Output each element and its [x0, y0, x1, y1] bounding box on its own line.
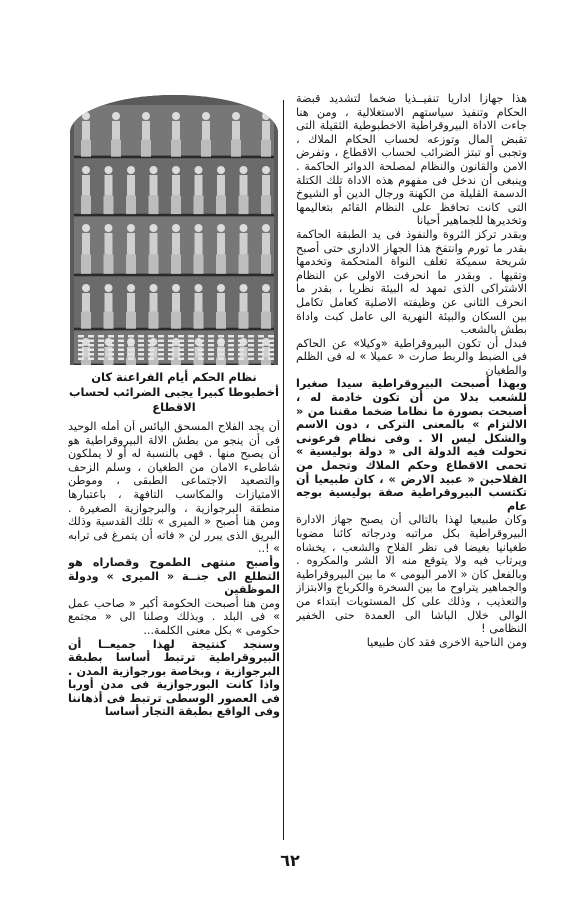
- hieroglyph: [258, 349, 264, 352]
- hieroglyph: [128, 349, 134, 352]
- hieroglyph: [88, 335, 94, 338]
- hieroglyph: [218, 353, 224, 356]
- figure-body: [127, 175, 135, 196]
- left-column-text: [68, 420, 280, 840]
- hieroglyph: [228, 344, 234, 347]
- figure-head: [262, 166, 270, 174]
- hieroglyph: [258, 353, 264, 356]
- figure-body: [105, 293, 113, 312]
- hieroglyph: [188, 335, 194, 338]
- hieroglyph: [148, 349, 154, 352]
- hieroglyph: [148, 358, 154, 361]
- page-number: ٦٢: [280, 851, 300, 870]
- column-divider: [283, 100, 284, 840]
- figure-robe: [149, 196, 159, 214]
- hieroglyph: [108, 349, 114, 352]
- figure-body: [232, 121, 240, 140]
- figure-head: [195, 166, 203, 174]
- figure-head: [105, 166, 113, 174]
- figure-head: [240, 166, 248, 174]
- hieroglyph: [98, 335, 104, 338]
- figure-head: [82, 224, 90, 232]
- hieroglyph: [158, 344, 164, 347]
- hieroglyph: [178, 353, 184, 356]
- hieroglyph: [88, 358, 94, 361]
- hieroglyph: [118, 335, 124, 338]
- figure-head: [240, 284, 248, 292]
- figure-robe: [126, 196, 136, 214]
- figure-head: [217, 224, 225, 232]
- hieroglyph: [248, 344, 254, 347]
- stele-illustration: [70, 95, 278, 365]
- figure-head: [127, 224, 135, 232]
- hieroglyph: [158, 358, 164, 361]
- hieroglyph: [138, 340, 144, 343]
- hieroglyph: [148, 353, 154, 356]
- figure-body: [150, 293, 158, 312]
- hieroglyph: [268, 358, 274, 361]
- figure-body: [262, 175, 270, 196]
- hieroglyph: [88, 353, 94, 356]
- figure-robe: [111, 140, 121, 157]
- figure-head: [232, 112, 240, 120]
- hieroglyph: [78, 353, 84, 356]
- hieroglyph: [108, 335, 114, 338]
- figure-robe: [261, 196, 271, 214]
- hieroglyph: [228, 353, 234, 356]
- hieroglyph: [128, 358, 134, 361]
- hieroglyph: [138, 349, 144, 352]
- hieroglyph: [268, 349, 274, 352]
- figure-body: [127, 293, 135, 312]
- stele-image: [70, 95, 278, 365]
- hieroglyph: [268, 353, 274, 356]
- hieroglyph: [268, 335, 274, 338]
- figure-body: [195, 175, 203, 196]
- figure-body: [82, 233, 90, 255]
- hieroglyph: [198, 340, 204, 343]
- hieroglyph: [218, 335, 224, 338]
- hieroglyph: [128, 353, 134, 356]
- hieroglyph: [148, 340, 154, 343]
- figure-robe: [239, 312, 249, 329]
- hieroglyph: [208, 340, 214, 343]
- hieroglyph: [198, 344, 204, 347]
- hieroglyph: [138, 358, 144, 361]
- figure-robe: [81, 255, 91, 274]
- figure-body: [112, 121, 120, 140]
- figure-body: [150, 233, 158, 255]
- hieroglyph: [208, 335, 214, 338]
- figure-robe: [81, 196, 91, 214]
- right-column-text: [296, 92, 527, 838]
- paragraph: وأصبح منتهى الطموح وقصاراه هو التطلع الى جنــة « الميرى » ودولة الموظفين: [68, 555, 280, 597]
- figure-robe: [171, 196, 181, 214]
- hieroglyph: [238, 335, 244, 338]
- figure-body: [195, 233, 203, 255]
- figure-robe: [81, 140, 91, 157]
- hieroglyph: [258, 340, 264, 343]
- figure-robe: [261, 312, 271, 329]
- hieroglyph: [158, 335, 164, 338]
- figure-head: [172, 112, 180, 120]
- figure-body: [217, 233, 225, 255]
- hieroglyph: [228, 335, 234, 338]
- hieroglyph: [138, 335, 144, 338]
- hieroglyph: [268, 344, 274, 347]
- hieroglyph: [108, 358, 114, 361]
- figure-body: [240, 175, 248, 196]
- hieroglyph: [198, 358, 204, 361]
- figure-body: [105, 175, 113, 196]
- hieroglyph: [88, 349, 94, 352]
- hieroglyph: [238, 349, 244, 352]
- figure-head: [127, 284, 135, 292]
- figure-robe: [231, 140, 241, 157]
- hieroglyph: [228, 340, 234, 343]
- figure-body: [82, 121, 90, 140]
- hieroglyph: [128, 340, 134, 343]
- paragraph: وبهذا أصبحت البيروقراطية سيدا صغيرا للشعب بدلا من أن تكون خادمة له ، أصبحت بصورة ما نظاما ضخما مقننا من « الالتزام » بالمعنى التركى ، دون الاسم والشكل ليس الا . وفى نظام فرعونى تحولت فيه الدولة الى « دولة بوليسية » تحمى الاقطاع وحكم الملاك وتجمل من الفلاحين « عبيد الارض » ، كان طبيعيا أن تكتسب البيروقراطية صفة بوليسية بوجه عام: [296, 377, 527, 513]
- figure-head: [150, 224, 158, 232]
- figure-head: [112, 112, 120, 120]
- hieroglyph: [218, 344, 224, 347]
- figure-robe: [216, 312, 226, 329]
- figure-head: [150, 166, 158, 174]
- hieroglyph: [228, 349, 234, 352]
- paragraph: وبقدر تركز الثروة والنفوذ فى يد الطبقة الحاكمة بقدر ما تورم وانتفخ هذا الجهاز الادارى حتى أصبح شريحة سميكة تغلف النواة المتحكمة وتخدمها وتقيها . وبقدر ما انحرفت الاولى عن النظام الاشتراكى الذى تمهد له البيئة نظريا ، بقدر ما انحرف الثانى عن وظيفته الاصلية كعامل تكامل بين السكان والبيئة النهرية الى عامل كبت واداة بطش بالشعب: [296, 227, 527, 337]
- hieroglyph: [88, 344, 94, 347]
- hieroglyph: [198, 335, 204, 338]
- hieroglyph: [168, 349, 174, 352]
- figure-body: [172, 175, 180, 196]
- figure-body: [105, 233, 113, 255]
- hieroglyph: [258, 358, 264, 361]
- hieroglyph: [268, 340, 274, 343]
- figure-head: [262, 284, 270, 292]
- figure-robe: [261, 140, 271, 157]
- hieroglyph: [108, 353, 114, 356]
- figure-robe: [149, 255, 159, 274]
- paragraph: فبدل أن تكون البيروقراطية «وكيلا» عن الحاكم فى الضبط والربط صارت « عميلا » له فى الظلم والطغيان: [296, 336, 527, 377]
- figure-head: [82, 166, 90, 174]
- hieroglyph: [208, 353, 214, 356]
- hieroglyph: [78, 349, 84, 352]
- figure-body: [262, 233, 270, 255]
- hieroglyph: [208, 349, 214, 352]
- figure-caption: نظام الحكم أيام الفراعنة كان أخطبوطا كبيرا يجبى الضرائب لحساب الاقطاع: [69, 370, 279, 414]
- hieroglyph: [118, 353, 124, 356]
- figure-body: [172, 121, 180, 140]
- figure-robe: [201, 140, 211, 157]
- figure-robe: [104, 196, 114, 214]
- figure-body: [262, 293, 270, 312]
- figure-robe: [141, 140, 151, 157]
- hieroglyph: [248, 353, 254, 356]
- hieroglyph: [218, 349, 224, 352]
- hieroglyph: [178, 349, 184, 352]
- hieroglyph: [78, 344, 84, 347]
- figure-robe: [194, 196, 204, 214]
- figure-robe: [194, 312, 204, 329]
- paragraph: ومن الناحية الاخرى فقد كان طبيعيا: [366, 635, 527, 649]
- hieroglyph: [238, 344, 244, 347]
- hieroglyph: [178, 335, 184, 338]
- hieroglyph: [188, 344, 194, 347]
- hieroglyph: [258, 344, 264, 347]
- figure-head: [195, 284, 203, 292]
- hieroglyph: [98, 340, 104, 343]
- hieroglyph: [258, 335, 264, 338]
- hieroglyph: [198, 349, 204, 352]
- hieroglyph: [188, 340, 194, 343]
- figure-robe: [104, 255, 114, 274]
- figure-body: [150, 175, 158, 196]
- figure-head: [172, 166, 180, 174]
- figure-robe: [194, 255, 204, 274]
- figure-head: [195, 224, 203, 232]
- figure-body: [82, 175, 90, 196]
- hieroglyph: [178, 340, 184, 343]
- figure-robe: [239, 255, 249, 274]
- figure-body: [217, 293, 225, 312]
- hieroglyph: [208, 344, 214, 347]
- figure-robe: [171, 255, 181, 274]
- hieroglyph: [148, 344, 154, 347]
- hieroglyph: [138, 344, 144, 347]
- hieroglyph: [168, 335, 174, 338]
- figure-robe: [171, 312, 181, 329]
- hieroglyph: [198, 353, 204, 356]
- hieroglyph: [98, 358, 104, 361]
- figure-head: [262, 112, 270, 120]
- figure-robe: [104, 312, 114, 329]
- hieroglyph: [168, 353, 174, 356]
- figure-body: [172, 233, 180, 255]
- figure-robe: [81, 312, 91, 329]
- hieroglyph: [238, 353, 244, 356]
- hieroglyph: [108, 340, 114, 343]
- hieroglyph: [248, 358, 254, 361]
- hieroglyph: [238, 358, 244, 361]
- hieroglyph: [208, 358, 214, 361]
- figure-head: [262, 224, 270, 232]
- hieroglyph: [218, 340, 224, 343]
- figure-robe: [171, 140, 181, 157]
- hieroglyph: [118, 340, 124, 343]
- hieroglyph: [188, 349, 194, 352]
- hieroglyph: [98, 344, 104, 347]
- hieroglyph: [168, 340, 174, 343]
- hieroglyph: [218, 358, 224, 361]
- figure-head: [172, 284, 180, 292]
- hieroglyph: [188, 358, 194, 361]
- figure-head: [150, 284, 158, 292]
- hieroglyph: [158, 353, 164, 356]
- hieroglyph: [98, 349, 104, 352]
- hieroglyph: [178, 344, 184, 347]
- figure-head: [105, 224, 113, 232]
- paragraph: وكان طبيعيا لهذا بالتالى أن يصبح جهاز الادارة البيروقراطية بكل مراتبه ودرجاته كائنا مضوبا طغيانيا بغيضا فى نظر الفلاح والشعب ، يخشاه ويرتاب فيه ولا يتوقع منه الا الشر والمكروه . وبالفعل كان « الامر اليومى » ما بين البيروقراطية والجماهير يتراوح ما بين السخرة والكرباج والابتزاز والتعذيب ، وذلك على كل المستويات ابتداء من الوالى خلال الباشا الى العمدة حتى الخفير النظامى !: [296, 513, 527, 636]
- hieroglyph: [188, 353, 194, 356]
- figure-body: [172, 293, 180, 312]
- hieroglyph: [78, 358, 84, 361]
- figure-head: [142, 112, 150, 120]
- hieroglyph: [128, 335, 134, 338]
- hieroglyph: [158, 340, 164, 343]
- hieroglyph: [158, 349, 164, 352]
- hieroglyph: [138, 353, 144, 356]
- figure-robe: [216, 196, 226, 214]
- figure-head: [217, 166, 225, 174]
- figure-body: [195, 293, 203, 312]
- hieroglyph: [248, 340, 254, 343]
- hieroglyph: [118, 358, 124, 361]
- hieroglyph: [98, 353, 104, 356]
- figure-body: [240, 293, 248, 312]
- figure-body: [262, 121, 270, 140]
- figure-head: [172, 224, 180, 232]
- hieroglyph: [78, 335, 84, 338]
- figure-head: [82, 112, 90, 120]
- figure-head: [82, 284, 90, 292]
- paragraph: أن يجد الفلاح المسحق اليائس أن أمله الوحيد فى أن ينجو من بطش الالة البيروقراطية هو أن يصبح منها . فهى بالنسبة له أو لا يملكون شاطىء الامان من الطغيان ، وسلم الزحف والتصعيد الاجتماعى الطبقى ، وموطن الامتيازات والمكاسب التافهة ، باعتبارها منطقة البرجوازية ، والبرجوازية الصغيرة . ومن هنا أصبح « الميرى » تلك القدسية وذلك البريق الذى يبرر لن « فاته أن يتمرغ فى ترابه » !..: [68, 420, 280, 556]
- hieroglyph: [168, 358, 174, 361]
- figure-robe: [239, 196, 249, 214]
- figure-robe: [149, 312, 159, 329]
- figure-head: [217, 284, 225, 292]
- hieroglyph: [148, 335, 154, 338]
- figure-body: [202, 121, 210, 140]
- paragraph: وسنجد كنتيجة لهذا جميعــا أن البيروقراطية ترتبط أساسا بطبقة البرجوازية ، وبخاصة بورجوازية المدن . واذا كانت البورجوازية فى مدن أوربا فى العصور الوسطى ترتبط فى أذهاننا وفى الواقع بطبقة التجار أساسا: [68, 637, 280, 719]
- paragraph: هذا جهازا اداريا تنفيــذيا ضخما لتشديد قبضة الحكام وتنفيذ سياستهم الاستغلالية ، ومن هنا جاءت الاداة البيروقراطية الاخطبوطية الثقيلة التى تقبض المال وتوزعه لحساب الحكام الملاك ، وتجبى أو تبتز الضرائب لحساب الاقطاع ، وتفرض الامن والقانون والنظام لمصلحة الدوائر الحاكمة . وينبغى أن ندخل فى مفهوم هذه الاداة تلك الكتلة الدسمة القليلة من الكهنة ورجال الدين أو الشيوخ التى كانت تحافظ على النظام القائم بتعاليمها وتخديرها للجماهير أحيانا: [296, 92, 527, 228]
- hieroglyph: [108, 344, 114, 347]
- hieroglyph: [238, 340, 244, 343]
- paragraph: ومن هنا أصبحت الحكومة أكبر « صاحب عمل » فى البلد . وبذلك وصلنا الى « مجتمع حكومى » بكل معنى الكلمة...: [68, 596, 280, 637]
- figure-body: [217, 175, 225, 196]
- figure-robe: [216, 255, 226, 274]
- figure-head: [127, 166, 135, 174]
- hieroglyph: [228, 358, 234, 361]
- hieroglyph: [248, 335, 254, 338]
- figure-body: [82, 293, 90, 312]
- figure-body: [142, 121, 150, 140]
- figure-head: [202, 112, 210, 120]
- hieroglyph: [128, 344, 134, 347]
- figure-head: [240, 224, 248, 232]
- hieroglyph: [78, 340, 84, 343]
- hieroglyph: [168, 344, 174, 347]
- figure-robe: [126, 255, 136, 274]
- figure-head: [105, 284, 113, 292]
- hieroglyph: [118, 344, 124, 347]
- hieroglyph: [88, 340, 94, 343]
- figure-body: [240, 233, 248, 255]
- figure-robe: [261, 255, 271, 274]
- figure-robe: [126, 312, 136, 329]
- hieroglyph: [118, 349, 124, 352]
- figure-body: [127, 233, 135, 255]
- hieroglyph: [178, 358, 184, 361]
- hieroglyph: [248, 349, 254, 352]
